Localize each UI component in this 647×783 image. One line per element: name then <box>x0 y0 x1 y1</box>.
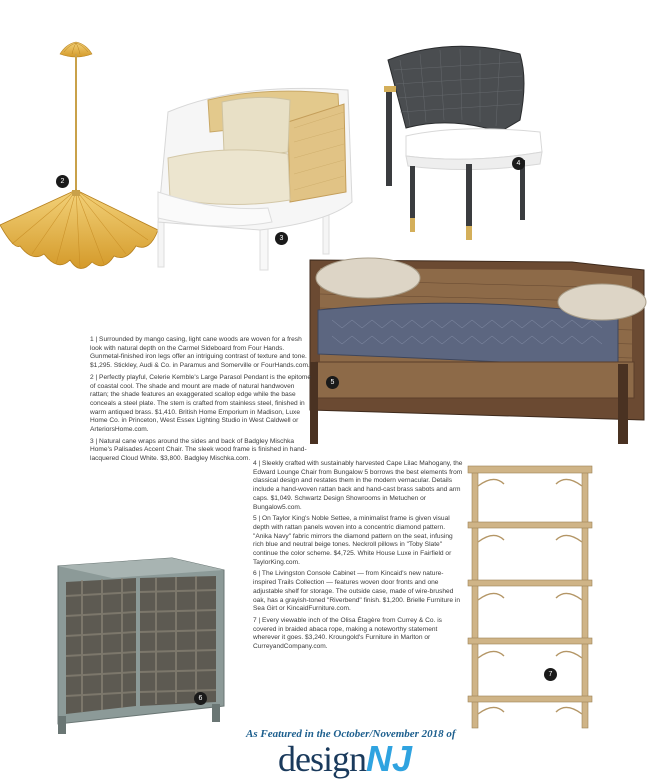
marker-7: 7 <box>544 668 557 681</box>
marker-2: 2 <box>56 175 69 188</box>
olisa-etagere-image <box>464 464 598 730</box>
featured-in-caption: As Featured in the October/November 2018 of <box>246 728 456 740</box>
edward-lounge-chair-image <box>370 40 548 245</box>
description-1: 1 | Surrounded by mango casing, light cane woods are woven for a fresh look with natural depth on the Carmel Sideboard from Four Hands. Gunmetal-finished iron legs offer an intriguing contrast of texture and tone. $1,295. Stickley, Audi & Co. in Paramus and Somerville or FourHands.com. <box>90 336 310 370</box>
parasol-pendant-image <box>0 40 160 290</box>
left-text-column <box>90 336 312 467</box>
marker-5: 5 <box>326 376 339 389</box>
livingston-console-cabinet-image <box>52 556 228 736</box>
palisades-accent-chair-image <box>148 72 358 277</box>
description-7: 7 | Every viewable inch of the Olisa Étagère from Currey & Co. is covered in braided abaca rope, making a noteworthy statement wherever it goes. $3,240. Kroungold's Furniture in Marlton or CurreyandCompany.com. <box>253 616 442 651</box>
marker-3: 3 <box>275 232 288 245</box>
marker-6: 6 <box>194 692 207 705</box>
logo-design-text: design <box>278 739 366 779</box>
marker-4: 4 <box>512 157 525 170</box>
description-4: 4 | Sleekly crafted with sustainably harvested Cape Lilac Mahogany, the Edward Lounge Chair from Bungalow 5 borrows the best elements from classical design and restates them in the modern vernacular. Details include a hand-woven rattan back and hand-cast brass sabots and arm caps. $1,049. Schwartz Design Showrooms in Metuchen or Bungalow5.com. <box>253 460 463 511</box>
description-5: 5 | On Taylor King's Noble Settee, a minimalist frame is given visual depth with rattan panels woven into a concentric diamond pattern. "Anika Navy" fabric mirrors the diamond pattern on the seat, infusing rich blue and neutral beige tones. Neckroll pillows in "Toby Slate" continue the color scheme. $4,725. White House Luxe in Fairfield or TaylorKing.com. <box>253 515 453 566</box>
noble-settee-image <box>302 250 647 450</box>
description-2: 2 | Perfectly playful, Celerie Kemble's Large Parasol Pendant is the epitome of coastal cool. The shade and mount are made of natural handwoven rattan; the shade features an exaggerated scallop edge while the base conceals a steel plate. The stem is crafted from stainless steel, finished in warm antiqued brass. $1,410. British Home Emporium in Madison, Luxe Home Co. in Princeton, West Essex Lighting Studio in West Caldwell or ArteriorsHome.com. <box>90 373 312 434</box>
right-text-column <box>253 460 463 655</box>
designnj-logo <box>278 738 412 780</box>
logo-nj-text: NJ <box>366 738 413 779</box>
description-6: 6 | The Livingston Console Cabinet — from Kincaid's new nature-inspired Trails Collection — features woven door fronts and one adjustable shelf for storage. The outside case, made of wire-brushed oak, has a grayish-toned "Riverbend" finish. $1,200. Brielle Furniture in Sea Girt or KincaidFurniture.com. <box>253 570 461 613</box>
description-3: 3 | Natural cane wraps around the sides and back of Badgley Mischka Home's Palisades Accent Chair. The sleek wood frame is finished in hand-lacquered Cloud White. $3,800. Badgley Mischka.com. <box>90 437 307 463</box>
